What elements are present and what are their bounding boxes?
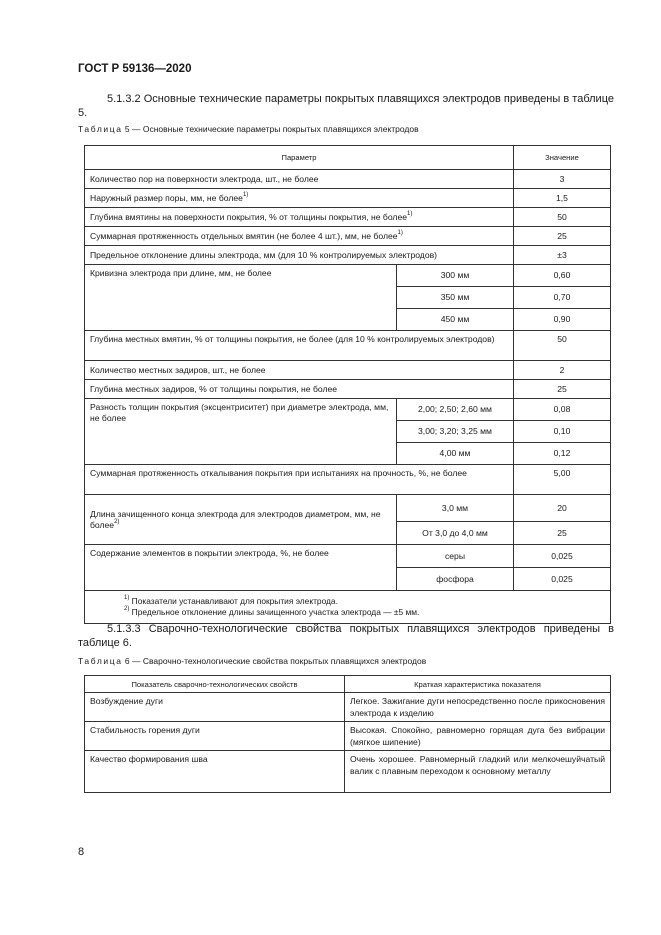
row-label: Глубина местных вмятин, % от толщины покрытия, не более (для 10 % контролируемых электродов) — [85, 331, 514, 361]
table5-col-value: Значение — [514, 146, 611, 170]
row-value: 25 — [514, 522, 611, 545]
table-row — [85, 693, 611, 722]
row-value: 0,90 — [514, 309, 611, 331]
table-row — [85, 331, 611, 361]
row-desc: Высокая. Спокойно, равномерно горящая дуга без вибрации (мягкое шипение) — [345, 722, 611, 751]
row-sub: От 3,0 до 4,0 мм — [397, 522, 514, 545]
row-label: Содержание элементов в покрытии электрода, %, не более — [85, 545, 397, 591]
row-value: 0,08 — [514, 399, 611, 421]
page-number: 8 — [78, 846, 85, 858]
row-value: 0,60 — [514, 265, 611, 287]
row-label: Количество пор на поверхности электрода, шт., не более — [85, 170, 514, 189]
table-row — [85, 380, 611, 399]
paragraph-5-1-3-2: 5.1.3.2 Основные технические параметры покрытых плавящихся электродов приведены в таблице 5. — [78, 93, 614, 119]
row-sub: серы — [397, 545, 514, 568]
table6-header-row — [85, 676, 611, 693]
footnotes-cell — [85, 591, 611, 624]
row-sub: 4,00 мм — [397, 443, 514, 465]
table6-caption-word: Таблица — [78, 656, 123, 666]
footnote-1: $^{1)}$ Показатели устанавливают для покрытия электрода. — [124, 595, 338, 606]
row-label: Суммарная протяженность отдельных вмятин (не более 4 шт.), мм, не более$^{1)}$ — [85, 227, 514, 246]
footnote-mark: 1) — [397, 229, 403, 236]
row-label: Наружный размер поры, мм, не более$^{1)}$ — [85, 189, 514, 208]
table-row — [85, 189, 611, 208]
table-row — [85, 465, 611, 495]
footnote-mark: 2) — [114, 518, 120, 525]
table5-caption-word: Таблица — [78, 124, 123, 134]
table-row — [85, 265, 611, 287]
table-row — [85, 399, 611, 421]
row-sub: 450 мм — [397, 309, 514, 331]
row-value: 0,025 — [514, 568, 611, 591]
row-value: 2 — [514, 361, 611, 380]
table6-col-desc: Краткая характеристика показателя — [345, 676, 611, 693]
row-prop: Качество формирования шва — [85, 751, 345, 793]
table-row — [85, 227, 611, 246]
table-5 — [84, 145, 611, 624]
row-value: 0,70 — [514, 287, 611, 309]
row-value: 25 — [514, 380, 611, 399]
table6-caption — [78, 656, 426, 666]
row-sub: 3,0 мм — [397, 495, 514, 522]
row-value: 0,12 — [514, 443, 611, 465]
row-sub: фосфора — [397, 568, 514, 591]
row-sub: 3,00; 3,20; 3,25 мм — [397, 421, 514, 443]
row-label: Количество местных задиров, шт., не более — [85, 361, 514, 380]
row-label: Разность толщин покрытия (эксцентриситет) при диаметре электрода, мм, не более — [85, 399, 397, 465]
row-label: Длина зачищенного конца электрода для электродов диаметром, мм, не более$^{2)}$ — [85, 495, 397, 545]
row-desc: Очень хорошее. Равномерный гладкий или мелкочешуйчатый валик с плавным переходом к основному металлу — [345, 751, 611, 793]
row-label: Суммарная протяженность откалывания покрытия при испытаниях на прочность, %, не более — [85, 465, 514, 495]
row-sub: 2,00; 2,50; 2,60 мм — [397, 399, 514, 421]
table-row — [85, 751, 611, 793]
table-row — [85, 208, 611, 227]
row-prop: Стабильность горения дуги — [85, 722, 345, 751]
row-label: Кривизна электрода при длине, мм, не более — [85, 265, 397, 331]
document-header: ГОСТ Р 59136—2020 — [78, 63, 192, 75]
paragraph-5-1-3-3: 5.1.3.3 Сварочно-технологические свойства покрытых плавящихся электродов приведены в таблице 6. — [78, 623, 614, 649]
row-prop: Возбуждение дуги — [85, 693, 345, 722]
table5-caption — [78, 124, 419, 134]
footnote-2: $^{2)}$ Предельное отклонение длины зачищенного участка электрода — ±5 мм. — [124, 606, 420, 617]
table5-header-row — [85, 146, 611, 170]
table6-col-prop: Показатель сварочно-технологических свойств — [85, 676, 345, 693]
table-row — [85, 246, 611, 265]
row-value: 50 — [514, 208, 611, 227]
table-row — [85, 495, 611, 522]
table-row — [85, 722, 611, 751]
table5-caption-text: 5 — Основные технические параметры покрытых плавящихся электродов — [122, 124, 419, 134]
row-value: 5,00 — [514, 465, 611, 495]
row-value: 20 — [514, 495, 611, 522]
row-sub: 300 мм — [397, 265, 514, 287]
row-label: Глубина вмятины на поверхности покрытия, % от толщины покрытия, не более$^{1)}$ — [85, 208, 514, 227]
table5-col-param: Параметр — [85, 146, 514, 170]
row-value: 3 — [514, 170, 611, 189]
row-value: 1,5 — [514, 189, 611, 208]
footnote-mark: 1) — [407, 210, 413, 217]
row-value: 0,10 — [514, 421, 611, 443]
row-value: 50 — [514, 331, 611, 361]
row-desc: Легкое. Зажигание дуги непосредственно после прикосновения электрода к изделию — [345, 693, 611, 722]
table-6 — [84, 675, 611, 793]
row-sub: 350 мм — [397, 287, 514, 309]
row-value: 25 — [514, 227, 611, 246]
table-row — [85, 170, 611, 189]
table-row — [85, 545, 611, 568]
table-row — [85, 361, 611, 380]
table6-caption-text: 6 — Сварочно-технологические свойства покрытых плавящихся электродов — [122, 656, 427, 666]
row-label: Глубина местных задиров, % от толщины покрытия, не более — [85, 380, 514, 399]
row-value: 0,025 — [514, 545, 611, 568]
row-value: ±3 — [514, 246, 611, 265]
footnote-mark: 1) — [242, 191, 249, 198]
row-label: Предельное отклонение длины электрода, мм (для 10 % контролируемых электродов) — [85, 246, 514, 265]
table5-footnotes — [85, 591, 611, 624]
